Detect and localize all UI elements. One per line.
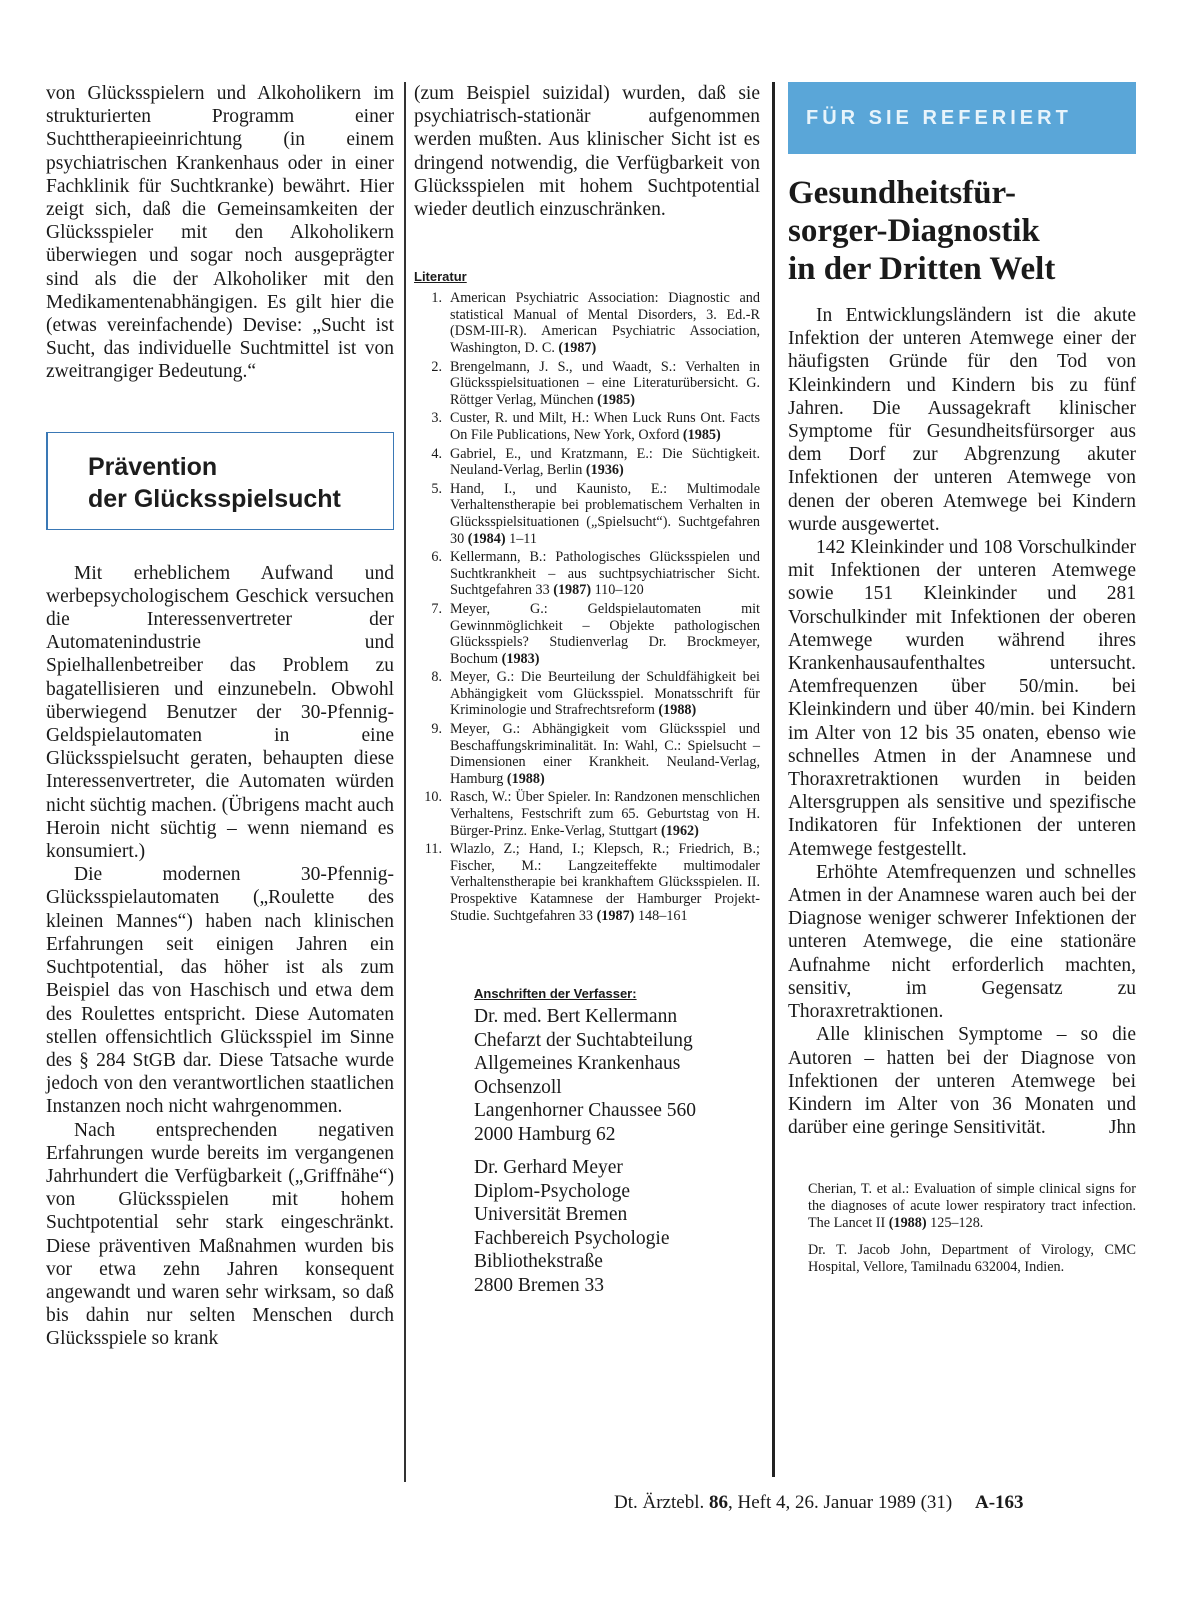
- article-title-line-1: Gesundheitsfür-: [788, 175, 1016, 211]
- reference-text: [450, 789, 760, 839]
- reference-item: [414, 601, 760, 667]
- banner-label: FÜR SIE REFERIERT: [806, 106, 1072, 129]
- section-heading-box: [46, 432, 394, 530]
- last-paragraph-text: Alle klinischen Symptome – so die Autoren – hatten bei der Diagnose von Infektionen der unteren Atemwege bei Kindern im Alter von 36 Monaten und darüber eine geringe Sensitivität.: [788, 1024, 1136, 1139]
- reference-number: 7.: [431, 600, 442, 617]
- address-line: 2800 Bremen 33: [474, 1274, 604, 1296]
- reference-body: Meyer, G.: Abhängigkeit vom Glücksspiel und Beschaffungskriminalität. In: Wahl, C.: Spielsucht – Dimensionen einer Krankheit. Neuland-Verlag, Hamburg: [450, 721, 760, 787]
- section-heading-line-1: Prävention: [88, 452, 218, 481]
- reference-text: [450, 446, 760, 479]
- column-left: [46, 82, 394, 1351]
- reference-number: 10.: [424, 789, 442, 806]
- reference-text: [450, 481, 760, 547]
- reference-item: [414, 359, 760, 409]
- reference-number: 11.: [424, 841, 442, 858]
- body-paragraph: von Glücksspielern und Alkoholikern im strukturierten Programm einer Suchttherapieeinrichtung (in einem psychiatrischen Krankenhaus oder in einer Fachklinik für Suchtkranke) bewährt. Hier zeigt sich, daß die Gemeinsamkeiten der Glücksspieler mit den Alkoholikern überwiegen und sogar noch ausgeprägter sind als die der Alkoholiker mit den Medikamentenabhängigen. Es gilt hier die (etwas vereinfachende) Devise: „Sucht ist Sucht, das individuelle Suchtmittel ist von zweitrangiger Bedeutung.“: [46, 83, 394, 383]
- reference-year: (1984): [467, 530, 506, 547]
- body-paragraph: 142 Kleinkinder und 108 Vorschulkinder mit Infektionen der unteren Atemwege sowie 151 Kleinkinder und 281 Vorschulkinder mit Infektionen der oberen Atemwege wurden während ihres Krankenhausaufenthaltes untersucht. Atemfrequenzen über 50/min. bei Kleinkindern und über 40/min. bei Kindern im Alter von 12 bis 35 onaten, ebenso wie schnelles Atmen in der Anamnese und Thoraxretraktionen wurden in beiden Altersgruppen als sensitive und spezifische Indikatoren für Infektionen der unteren Atemwege festgestellt.: [788, 537, 1136, 860]
- reference-item: [414, 481, 760, 547]
- source-pages: 125–128.: [930, 1214, 984, 1231]
- address-line: Bibliothekstraße: [474, 1251, 603, 1273]
- reference-body: American Psychiatric Association: Diagnostic and statistical Manual of Mental Disorders, 3. Ed.-R (DSM-III-R). American Psychiatric Association, Washington, D. C.: [450, 290, 760, 356]
- reference-year: (1962): [661, 822, 699, 839]
- reference-year: (1985): [597, 391, 635, 408]
- reference-item: [414, 721, 760, 787]
- page-number: A-163: [975, 1492, 1024, 1513]
- address-line: Universität Bremen: [474, 1204, 628, 1226]
- reference-pages: 110–120: [594, 582, 644, 599]
- reference-list: [414, 290, 760, 924]
- reference-text: [450, 410, 760, 443]
- source-year: (1988): [888, 1214, 927, 1231]
- address-line: Diplom-Psychologe: [474, 1180, 630, 1202]
- reference-body: Meyer, G.: Geldspielautomaten mit Gewinnmöglichkeit – Objekte pathologischen Glücksspiels? Studienverlag Dr. Brockmeyer, Bochum: [450, 600, 760, 667]
- reference-number: 3.: [431, 410, 442, 427]
- reference-number: 5.: [431, 480, 442, 497]
- reference-pages: 148–161: [637, 907, 688, 924]
- address-line: Langenhorner Chaussee 560: [474, 1100, 697, 1122]
- address-line: Fachbereich Psychologie: [474, 1227, 670, 1249]
- reference-year: (1988): [506, 770, 545, 787]
- article-title-line-2: sorger-Diagnostik: [788, 213, 1040, 249]
- reference-year: (1987): [553, 582, 592, 599]
- article-title-line-3: in der Dritten Welt: [788, 251, 1056, 287]
- address-line: Dr. Gerhard Meyer: [474, 1157, 623, 1179]
- column-divider: [404, 82, 406, 1482]
- reference-year: (1988): [658, 702, 697, 719]
- column-middle: [414, 82, 760, 1297]
- reference-number: 6.: [431, 549, 442, 566]
- reference-text: [450, 549, 760, 599]
- reference-number: 1.: [431, 290, 442, 307]
- reference-text: [450, 721, 760, 787]
- reference-text: [450, 841, 760, 924]
- journal-name: Dt. Ärztebl.: [614, 1492, 705, 1513]
- reference-item: [414, 789, 760, 839]
- reference-body: Wlazlo, Z.; Hand, I.; Klepsch, R.; Friedrich, B.; Fischer, M.: Langzeiteffekte multimodaler Verhaltenstherapie bei krankhaftem Glücksspielen. II. Prospektive Katamnese der Hamburger Projekt-Studie. Suchtgefahren 33: [450, 841, 760, 924]
- reference-item: [414, 549, 760, 599]
- reference-pages: 1–11: [509, 530, 537, 547]
- reference-year: (1983): [501, 650, 540, 667]
- body-paragraph: Erhöhte Atemfrequenzen und schnelles Atmen in der Anamnese waren auch bei der Diagnose weniger schwerer Infektionen der unteren Atemwege, die eine stationäre Aufnahme nicht erforderlich machten, sensitiv, im Gegensatz zu Thoraxretraktionen.: [788, 861, 1136, 1023]
- reference-number: 9.: [431, 721, 442, 738]
- body-paragraph: Nach entsprechenden negativen Erfahrungen wurde bereits im vergangenen Jahrhundert die Verfügbarkeit („Griffnähe“) von Glücksspielen mit hohem Suchtpotential sehr stark eingeschränkt. Diese präventiven Maßnahmen wurden bis vor etwa zehn Jahren konsequent angewandt und waren sehr wirksam, so daß bis dahin nur selten Menschen durch Glücksspiele so krank: [46, 1119, 394, 1350]
- author-address-1: [474, 1005, 760, 1146]
- reference-item: [414, 446, 760, 479]
- literature-heading: Literatur: [414, 269, 467, 285]
- reference-body: Hand, I., und Kaunisto, E.: Multimodale Verhaltenstherapie bei problematischem Verhalten in Glücksspielsituationen („Spielsucht“). Suchtgefahren 30: [450, 480, 760, 547]
- reference-number: 2.: [431, 358, 442, 375]
- section-heading-line-2: der Glücksspielsucht: [88, 484, 341, 513]
- reference-item: [414, 841, 760, 924]
- reference-text: [450, 359, 760, 409]
- journal-volume: 86: [708, 1492, 728, 1513]
- reference-body: Brengelmann, J. S., und Waadt, S.: Verhalten in Glücksspielsituationen – eine Literaturübersicht. G. Röttger Verlag, München: [450, 358, 760, 408]
- reference-body: Meyer, G.: Die Beurteilung der Schuldfähigkeit bei Abhängigkeit vom Glücksspiel. Monatsschrift für Kriminologie und Strafrechtsreform: [450, 669, 760, 719]
- reference-body: Custer, R. und Milt, H.: When Luck Runs Ont. Facts On File Publications, New York, Oxford: [450, 410, 760, 443]
- reference-text: [450, 290, 760, 356]
- reference-number: 8.: [431, 669, 442, 686]
- reference-year: (1985): [682, 426, 721, 443]
- body-paragraph: In Entwicklungsländern ist die akute Infektion der unteren Atemwege einer der häufigsten Gründe für den Tod von Kleinkindern und Kindern bis zu fünf Jahren. Die Aussagekraft klinischer Symptome für Gesundheitsfürsorger aus dem Dorf zur Abgrenzung akuter Infektionen der unteren Atemwege von denen der oberen Atemwege bei Kindern wurde ausgewertet.: [788, 305, 1136, 535]
- section-banner: [788, 82, 1136, 154]
- reference-body: Kellermann, B.: Pathologisches Glücksspielen und Suchtkrankheit – aus suchtpsychiatrischer Sicht. Suchtgefahren 33: [450, 549, 760, 599]
- body-paragraph-last: [788, 1023, 1136, 1139]
- reference-item: [414, 290, 760, 356]
- section-heading: [88, 451, 341, 515]
- reference-text: [450, 669, 760, 719]
- reference-number: 4.: [431, 445, 442, 462]
- address-line: Ochsenzoll: [474, 1076, 562, 1098]
- reference-body: Gabriel, E., und Kratzmann, E.: Die Süchtigkeit. Neuland-Verlag, Berlin: [450, 445, 760, 479]
- author-signature: Jhn: [1108, 1117, 1136, 1139]
- address-heading: Anschriften der Verfasser:: [474, 986, 637, 1002]
- author-info: Dr. T. Jacob John, Department of Virology, CMC Hospital, Vellore, Tamilnadu 632004, Indien.: [808, 1241, 1136, 1275]
- body-paragraph: (zum Beispiel suizidal) wurden, daß sie psychiatrisch-stationär aufgenommen werden mußten. Aus klinischer Sicht ist es dringend notwendig, die Verfügbarkeit von Glücksspielen mit hohem Suchtpotential wieder deutlich einzuschränken.: [414, 83, 760, 221]
- column-divider-bold: [772, 82, 775, 1477]
- reference-item: [414, 410, 760, 443]
- page-footer: [614, 1492, 1024, 1514]
- body-paragraph: Mit erheblichem Aufwand und werbepsychologischem Geschick versuchen die Interessenvertreter der Automatenindustrie und Spielhallenbetreiber das Problem zu bagatellisieren und einzunebeln. Obwohl überwiegend Benutzer der 30-Pfennig-Geldspielautomaten in eine Glücksspielsucht geraten, behaupten diese Interessenvertreter, die Automaten würden nicht süchtig machen. (Übrigens macht auch Heroin nicht süchtig – wenn niemand es konsumiert.): [46, 562, 394, 863]
- article-title: [788, 174, 1136, 288]
- address-line: Chefarzt der Suchtabteilung: [474, 1029, 693, 1051]
- source-text: Cherian, T. et al.: Evaluation of simple clinical signs for the diagnoses of acute lower respiratory tract infection. The Lancet II: [808, 1181, 1136, 1231]
- source-citation: [808, 1181, 1136, 1231]
- reference-body: Rasch, W.: Über Spieler. In: Randzonen menschlichen Verhaltens, Festschrift zum 65. Geburtstag von H. Bürger-Prinz. Enke-Verlag, Stuttgart: [450, 789, 760, 839]
- reference-text: [450, 601, 760, 667]
- address-line: 2000 Hamburg 62: [474, 1123, 616, 1145]
- reference-item: [414, 669, 760, 719]
- body-paragraph: Die modernen 30-Pfennig-Glücksspielautomaten („Roulette des kleinen Mannes“) haben nach klinischen Erfahrungen seit einigen Jahren ein Suchtpotential, das höher ist als zum Beispiel das von Haschisch und etwa dem des Roulettes entspricht. Diese Automaten stellen offensichtlich Glücksspiel im Sinne des § 284 StGB dar. Diese Tatsache wurde jedoch von den verantwortlichen staatlichen Instanzen noch nicht wahrgenommen.: [46, 864, 394, 1118]
- reference-year: (1987): [596, 907, 635, 924]
- address-line: Allgemeines Krankenhaus: [474, 1053, 681, 1075]
- address-line: Dr. med. Bert Kellermann: [474, 1006, 678, 1028]
- author-address-2: [474, 1156, 760, 1297]
- reference-year: (1936): [585, 462, 624, 479]
- journal-issue: , Heft 4, 26. Januar 1989 (31): [727, 1492, 953, 1513]
- reference-year: (1987): [558, 340, 597, 356]
- column-right: [788, 82, 1136, 1285]
